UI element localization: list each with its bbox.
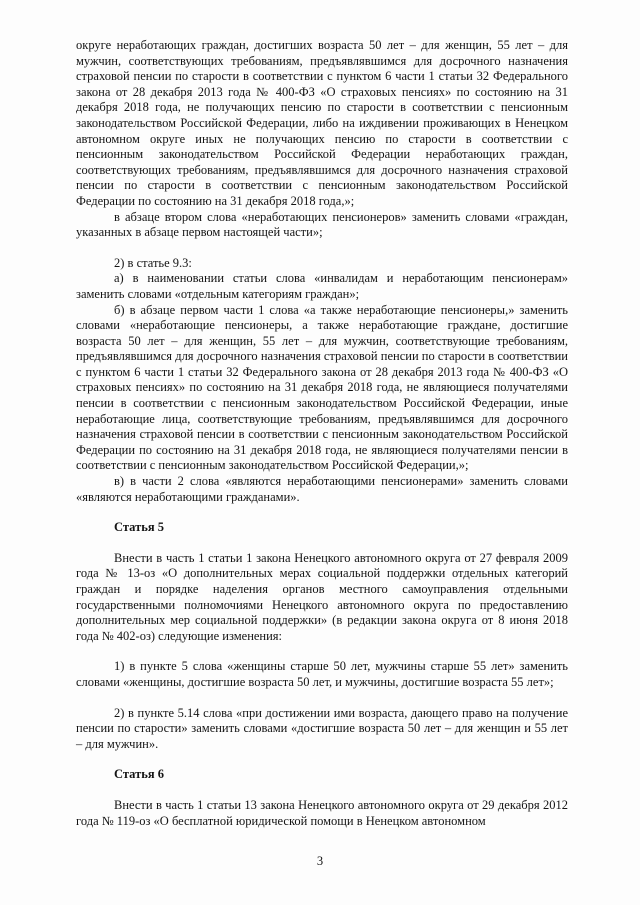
- article-heading: Статья 6: [114, 767, 164, 782]
- paragraph: Внести в часть 1 статьи 1 закона Ненецкого автономного округа от 27 февраля 2009 года № 13-оз «О дополнительных мерах социальной поддержки отдельных категорий граждан и порядке наделения органов местного самоуправления отдельными государственными полномочиями Ненецкого автономного округа по предоставлению дополнительных мер социальной поддержки» (в редакции закона округа от 8 июня 2018 года № 402-оз) следующие изменения:: [76, 550, 568, 643]
- paragraph: 2) в пункте 5.14 слова «при достижении ими возраста, дающего право на получение пенсии по старости» заменить словами «достигшие возраста 50 лет – для женщин и 55 лет – для мужчин».: [76, 705, 568, 751]
- paragraph-spacer: [76, 241, 568, 256]
- page-number: 3: [316, 854, 324, 868]
- paragraph-spacer: [76, 536, 568, 551]
- paragraph-spacer: [76, 644, 568, 659]
- paragraph-spacer: [76, 505, 568, 520]
- paragraph: а) в наименовании статьи слова «инвалидам и неработающим пенсионерам» заменить словами «отдельным категориям граждан»;: [76, 271, 568, 301]
- article-heading: Статья 5: [114, 520, 164, 535]
- paragraph: в) в части 2 слова «являются неработающими пенсионерами» заменить словами «являются неработающими гражданами».: [76, 474, 568, 504]
- paragraph: б) в абзаце первом части 1 слова «а также неработающие пенсионеры,» заменить словами «неработающие пенсионеры, а также неработающие граждане, достигшие возраста 50 лет – для женщин, 55 лет – для мужчин, соответствующие требованиям, предъявлявшимся для досрочного назначения страховой пенсии по старости в соответствии с пунктом 6 части 1 статьи 32 Федерального закона от 28 декабря 2013 года № 400-ФЗ «О страховых пенсиях» по состоянию на 31 декабря 2018 года, не являющиеся получателями пенсии в соответствии с пенсионным законодательством Российской Федерации, иные неработающие лица, соответствующие требованиям, предъявлявшимся для досрочного назначения страховой пенсии в соответствии с пенсионным законодательством Российской Федерации по состоянию на 31 декабря 2018 года, не являющиеся получателями пенсии в соответствии с пенсионным законодательством Российской Федерации,»;: [76, 302, 568, 473]
- paragraph-spacer: [76, 691, 568, 706]
- document-body: [76, 38, 568, 829]
- paragraph: в абзаце втором слова «неработающих пенсионеров» заменить словами «граждан, указанных в абзаце первом настоящей части»;: [76, 209, 568, 240]
- paragraph: 2) в статье 9.3:: [114, 255, 192, 270]
- paragraph: Внести в часть 1 статьи 13 закона Ненецкого автономного округа от 29 декабря 2012 года № 119-оз «О бесплатной юридической помощи в Ненецком автономном: [76, 797, 568, 828]
- paragraph-spacer: [76, 783, 568, 798]
- paragraph: 1) в пункте 5 слова «женщины старше 50 лет, мужчины старше 55 лет» заменить словами «женщины, достигшие возраста 50 лет, и мужчины, достигшие возраста 55 лет»;: [76, 659, 568, 689]
- paragraph-spacer: [76, 752, 568, 767]
- paragraph: округе неработающих граждан, достигших возраста 50 лет – для женщин, 55 лет – для мужчин, соответствующих требованиям, предъявлявшимся для досрочного назначения страховой пенсии по старости в соответствии с пунктом 6 части 1 статьи 32 Федерального закона от 28 декабря 2013 года № 400-ФЗ «О страховых пенсиях» по состоянию на 31 декабря 2018 года, не получающих пенсию по старости в соответствии с пенсионным законодательством Российской Федерации, либо на иждивении проживающих в Ненецком автономном округе иных не получающих пенсию по старости в соответствии с пенсионным законодательством Российской Федерации неработающих граждан, соответствующих требованиям, предъявлявшимся для досрочного назначения страховой пенсии по старости в соответствии с пенсионным законодательством Российской Федерации по состоянию на 31 декабря 2018 года,»;: [76, 38, 568, 208]
